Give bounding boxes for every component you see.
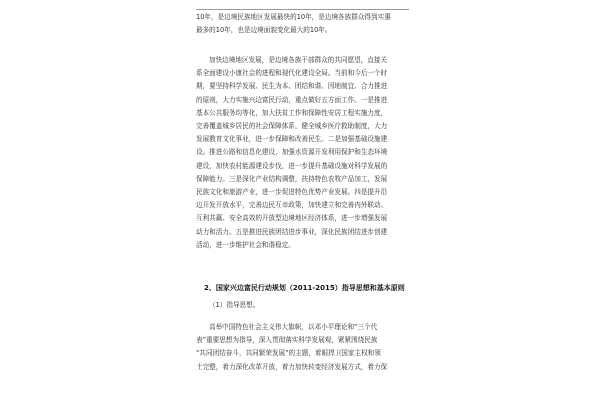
paragraph-bottom-line: 土完整，着力深化改革开放，着力加快转变经济发展方式，着力保 (196, 362, 388, 371)
paragraph-main-line: 基本公共服务均等化，加大扶贫工作和保障性安居工程实施力度， (196, 108, 388, 117)
paragraph-main-line: 民族文化和旅游产业，进一步促进特色优势产业发展。四是提升沿 (196, 188, 388, 196)
paragraph-main-line: 系全面建设小康社会的进程和现代化建设全局。当前和今后一个时 (196, 69, 388, 78)
paragraph-main-line: 建设，加快农村能源建设步伐，进一步提升基础设施对科学发展的 (196, 161, 388, 170)
paragraph-bottom-line: 表”重要思想为指导，深入贯彻落实科学发展观，紧紧围绕民族 (196, 336, 378, 345)
paragraph-bottom-line: “共同团结奋斗，共同繁荣发展”的主题，着眼捍卫国家主权和领 (196, 349, 381, 358)
paragraph-main-line: 互利共赢、安全高效的开放型边境地区经济体系，进一步增强发展 (196, 214, 388, 223)
paragraph-main-line: 发展教育文化事业，进一步保障和改善民生。二是加强基础设施建 (196, 135, 388, 144)
paragraph-main-line: 活动，进一步维护社会和谐稳定。 (196, 240, 295, 249)
header-rule (196, 9, 409, 10)
paragraph-top-line: 最多的10年，也是边境面貌变化最大的10年。 (196, 26, 332, 35)
paragraph-main-line: 动力和活力。五是推进民族团结进步事业，深化民族团结进步创建 (196, 227, 388, 236)
subheading: （1）指导思想。 (209, 301, 260, 309)
paragraph-main-line: 的原则，大力实施兴边富民行动，重点做好五方面工作。一是推进 (196, 95, 388, 104)
paragraph-main-line: 期，要坚持科学发展、民生为本、团结和谐、因地制宜、合力推进 (196, 82, 388, 91)
paragraph-bottom-line: 高举中国特色社会主义伟大旗帜，以邓小平理论和“三个代 (209, 323, 378, 331)
paragraph-main-line: 加快边境地区发展，是边境各族干部群众的共同愿望，直接关 (209, 56, 388, 64)
paragraph-top-line: 10年，是边境民族地区发展最快的10年，是边境各族群众得到实惠 (196, 13, 391, 21)
paragraph-main-line: 设。推进公路和信息化建设，加强水资源开发利用保护和生态环境 (196, 148, 388, 157)
paragraph-main-line: 保障能力。三是深化产业结构调整，扶持特色农牧产品加工，发展 (196, 174, 388, 183)
paragraph-main-line: 完善覆盖城乡居民的社会保障体系，健全城乡医疗救助制度，大力 (196, 122, 388, 130)
paragraph-main-line: 边开发开放水平，完善边民互市政策，加快建立和完善内外联动、 (196, 201, 388, 210)
section-heading: 2、国家兴边富民行动规划（2011-2015）指导思想和基本原则 (204, 284, 405, 292)
